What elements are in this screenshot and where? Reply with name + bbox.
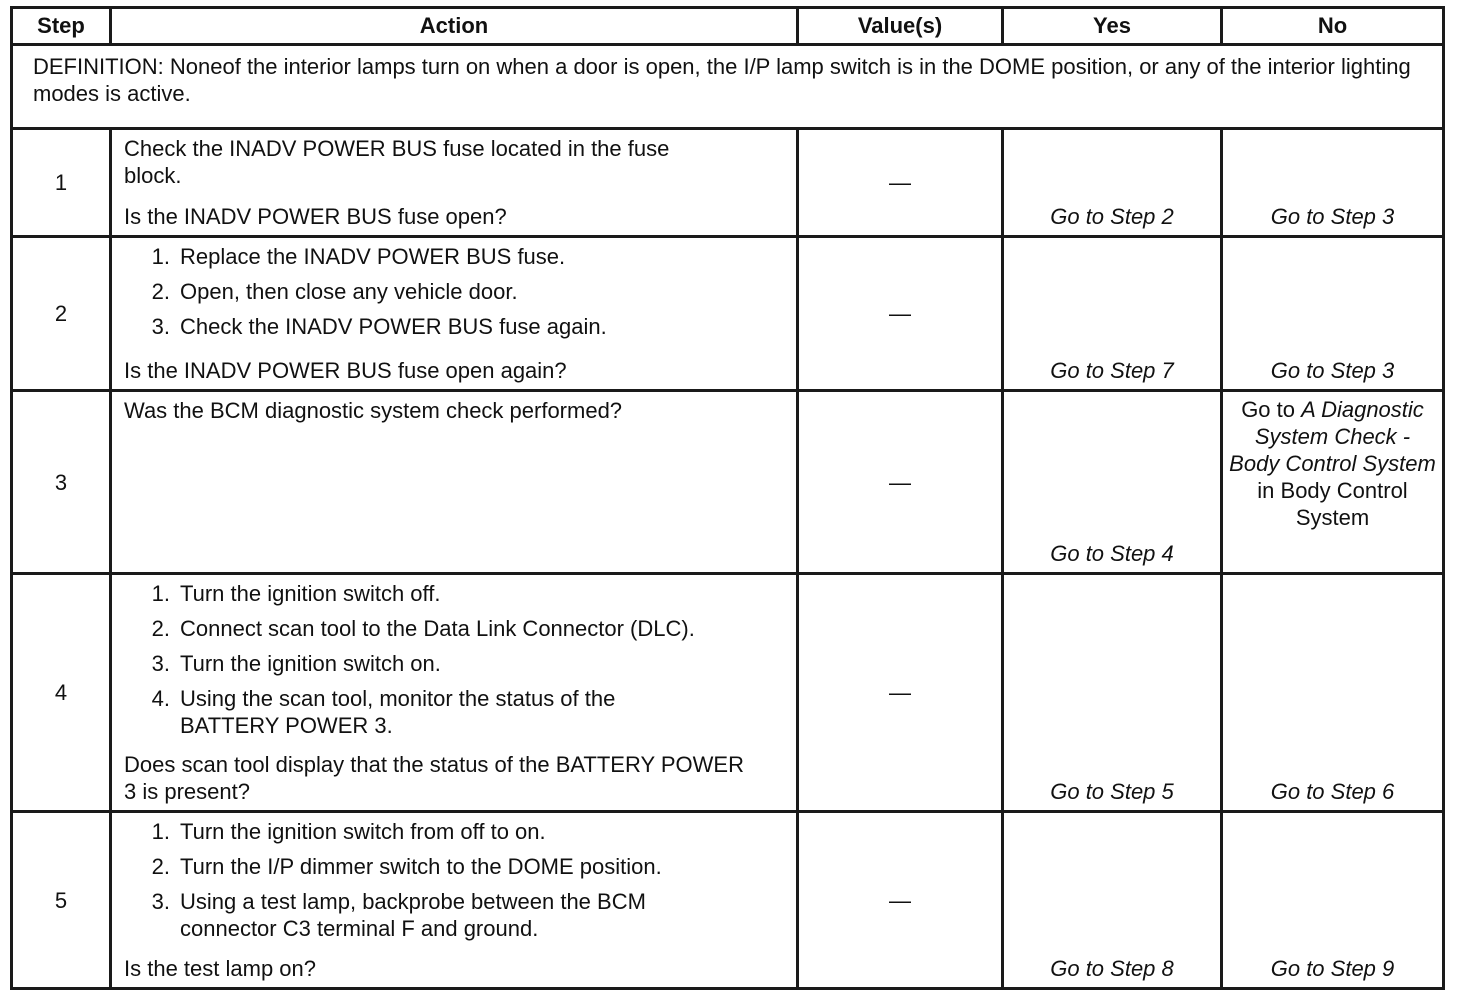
action-cell (111, 812, 798, 989)
action-question: Is the INADV POWER BUS fuse open again? (124, 358, 567, 383)
item-number: 1. (151, 244, 170, 269)
value-dash: — (889, 170, 911, 195)
item-number: 2. (151, 616, 170, 641)
table-row (12, 237, 1444, 391)
header-step: Step (12, 8, 111, 45)
item-number: 3. (151, 889, 170, 914)
table-row (12, 812, 1444, 989)
list-item (124, 313, 788, 340)
no-goto-reference: A Diagnostic System Check - Body Control System (1229, 397, 1436, 476)
item-text: Turn the I/P dimmer switch to the DOME position. (180, 854, 662, 879)
item-number: 3. (151, 651, 170, 676)
list-item (124, 580, 788, 607)
action-intro: Was the BCM diagnostic system check performed? (124, 398, 623, 423)
header-row (12, 8, 1444, 45)
action-steps-list (124, 580, 788, 743)
step-number: 2 (12, 237, 111, 391)
definition-row (12, 45, 1444, 129)
item-number: 3. (151, 314, 170, 339)
yes-goto: Go to Step 8 (1003, 812, 1222, 989)
step-number: 5 (12, 812, 111, 989)
item-number: 4. (151, 686, 170, 711)
value-dash: — (889, 887, 911, 913)
no-goto: Go to Step 3 (1222, 129, 1444, 237)
item-text: Using a test lamp, backprobe between the BCM connector C3 terminal F and ground. (180, 889, 646, 941)
action-cell (111, 391, 798, 574)
value-dash: — (889, 680, 911, 705)
action-cell (111, 574, 798, 812)
no-goto: Go to Step 3 (1222, 237, 1444, 391)
list-item (124, 278, 788, 305)
action-intro: Check the INADV POWER BUS fuse located in the fuse block. (124, 136, 670, 188)
yes-goto: Go to Step 4 (1003, 391, 1222, 574)
table-row (12, 574, 1444, 812)
header-values: Value(s) (798, 8, 1003, 45)
step-number: 3 (12, 391, 111, 574)
value-cell (798, 129, 1003, 237)
step-number: 1 (12, 129, 111, 237)
item-text: Turn the ignition switch off. (180, 581, 441, 606)
no-goto-tail: in Body Control System (1257, 478, 1408, 530)
no-goto: Go to Step 6 (1222, 574, 1444, 812)
yes-goto: Go to Step 2 (1003, 129, 1222, 237)
value-cell (798, 237, 1003, 391)
action-steps-list (124, 818, 788, 946)
list-item (124, 818, 788, 845)
value-cell (798, 391, 1003, 574)
header-action: Action (111, 8, 798, 45)
yes-goto: Go to Step 7 (1003, 237, 1222, 391)
list-item (124, 685, 788, 739)
no-goto-lead: Go to (1241, 397, 1302, 422)
item-number: 2. (151, 854, 170, 879)
value-cell (798, 812, 1003, 989)
yes-goto: Go to Step 5 (1003, 574, 1222, 812)
item-text: Replace the INADV POWER BUS fuse. (180, 244, 566, 269)
item-number: 1. (151, 819, 170, 844)
list-item (124, 650, 788, 677)
header-no: No (1222, 8, 1444, 45)
list-item (124, 243, 788, 270)
item-number: 1. (151, 581, 170, 606)
value-cell (798, 574, 1003, 812)
table-row (12, 129, 1444, 237)
action-cell (111, 237, 798, 391)
diagnostic-table (10, 6, 1445, 990)
item-text: Turn the ignition switch on. (180, 651, 441, 676)
definition-text: DEFINITION: Noneof the interior lamps turn on when a door is open, the I/P lamp switch is in the DOME position, or any of the interior lighting modes is active. (12, 45, 1444, 129)
list-item (124, 853, 788, 880)
action-question: Is the test lamp on? (124, 956, 316, 981)
item-text: Open, then close any vehicle door. (180, 279, 518, 304)
list-item (124, 615, 788, 642)
header-yes: Yes (1003, 8, 1222, 45)
value-dash: — (889, 469, 911, 495)
action-question: Does scan tool display that the status of the BATTERY POWER 3 is present? (124, 752, 744, 804)
action-cell (111, 129, 798, 237)
item-text: Check the INADV POWER BUS fuse again. (180, 314, 607, 339)
no-goto: Go to Step 9 (1222, 812, 1444, 989)
action-question: Is the INADV POWER BUS fuse open? (124, 204, 507, 229)
item-text: Connect scan tool to the Data Link Connector (DLC). (180, 616, 695, 641)
action-steps-list (124, 243, 788, 344)
table-row (12, 391, 1444, 574)
no-goto (1222, 391, 1444, 574)
item-text: Turn the ignition switch from off to on. (180, 819, 546, 844)
list-item (124, 888, 788, 942)
value-dash: — (889, 301, 911, 326)
item-number: 2. (151, 279, 170, 304)
item-text: Using the scan tool, monitor the status of the BATTERY POWER 3. (180, 686, 616, 738)
step-number: 4 (12, 574, 111, 812)
